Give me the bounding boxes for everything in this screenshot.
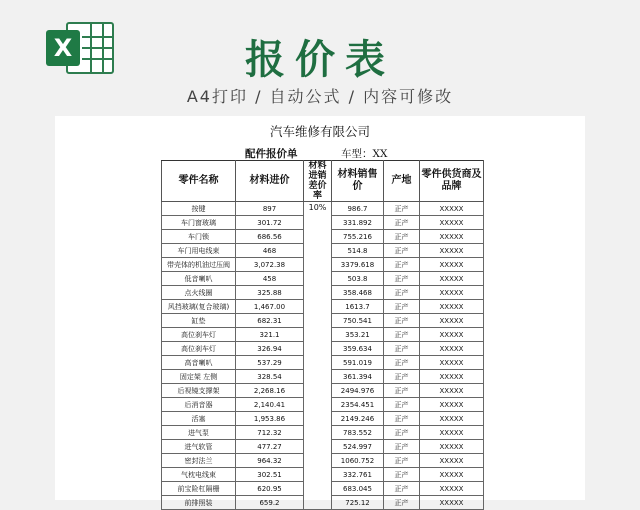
cell-supplier: XXXXX <box>420 496 484 510</box>
cell-supplier: XXXXX <box>420 286 484 300</box>
cell-part-name: 活塞 <box>162 412 236 426</box>
cell-supplier: XXXXX <box>420 244 484 258</box>
cell-part-name: 高位刹车灯 <box>162 342 236 356</box>
column-header: 材料进价 <box>236 161 304 202</box>
cell-price: 503.8 <box>332 272 384 286</box>
cell-supplier: XXXXX <box>420 482 484 496</box>
cell-price: 514.8 <box>332 244 384 258</box>
cell-price: 358.468 <box>332 286 384 300</box>
cell-cost: 3,072.38 <box>236 258 304 272</box>
cell-supplier: XXXXX <box>420 272 484 286</box>
cell-supplier: XXXXX <box>420 300 484 314</box>
cell-cost: 321.1 <box>236 328 304 342</box>
cell-origin: 正产 <box>384 286 420 300</box>
cell-cost: 682.31 <box>236 314 304 328</box>
cell-origin: 正产 <box>384 412 420 426</box>
banner <box>0 0 640 115</box>
cell-part-name: 带壳体的机油过压阀 <box>162 258 236 272</box>
cell-supplier: XXXXX <box>420 454 484 468</box>
page-title: 报价表 <box>245 36 395 83</box>
cell-supplier: XXXXX <box>420 384 484 398</box>
cell-part-name: 风挡玻璃(复合玻璃) <box>162 300 236 314</box>
cell-price: 2354.451 <box>332 398 384 412</box>
cell-price: 755.216 <box>332 230 384 244</box>
cell-price: 1613.7 <box>332 300 384 314</box>
cell-supplier: XXXXX <box>420 328 484 342</box>
cell-price: 591.019 <box>332 356 384 370</box>
cell-cost: 964.32 <box>236 454 304 468</box>
cell-supplier: XXXXX <box>420 426 484 440</box>
cell-part-name: 密封法兰 <box>162 454 236 468</box>
cell-origin: 正产 <box>384 342 420 356</box>
cell-part-name: 进气软管 <box>162 440 236 454</box>
cell-supplier: XXXXX <box>420 314 484 328</box>
page-subtitle: A4打印 / 自动公式 / 内容可修改 <box>186 87 454 106</box>
cell-cost: 1,467.00 <box>236 300 304 314</box>
cell-origin: 正产 <box>384 328 420 342</box>
cell-cost: 1,953.86 <box>236 412 304 426</box>
cell-price: 783.552 <box>332 426 384 440</box>
cell-part-name: 前宝险杠隔栅 <box>162 482 236 496</box>
cell-origin: 正产 <box>384 496 420 510</box>
cell-cost: 620.95 <box>236 482 304 496</box>
cell-part-name: 车门窗玻璃 <box>162 216 236 230</box>
cell-part-name: 点火线圈 <box>162 286 236 300</box>
cell-supplier: XXXXX <box>420 356 484 370</box>
cell-part-name: 车门用电线束 <box>162 244 236 258</box>
cell-part-name: 低音喇叭 <box>162 272 236 286</box>
cell-part-name: 后消音器 <box>162 398 236 412</box>
cell-price: 359.634 <box>332 342 384 356</box>
column-header: 零件供货商及品牌 <box>420 161 484 202</box>
cell-origin: 正产 <box>384 230 420 244</box>
column-header: 零件名称 <box>162 161 236 202</box>
cell-cost: 2,268.16 <box>236 384 304 398</box>
cell-price: 2494.976 <box>332 384 384 398</box>
cell-price: 2149.246 <box>332 412 384 426</box>
cell-origin: 正产 <box>384 384 420 398</box>
cell-price: 725.12 <box>332 496 384 510</box>
cell-part-name: 缸垫 <box>162 314 236 328</box>
cell-origin: 正产 <box>384 244 420 258</box>
cell-cost: 686.56 <box>236 230 304 244</box>
cell-part-name: 后视镜支撑架 <box>162 384 236 398</box>
cell-part-name: 按键 <box>162 202 236 216</box>
cell-origin: 正产 <box>384 482 420 496</box>
cell-cost: 897 <box>236 202 304 216</box>
cell-part-name: 前排照装 <box>162 496 236 510</box>
cell-origin: 正产 <box>384 314 420 328</box>
cell-supplier: XXXXX <box>420 202 484 216</box>
cell-origin: 正产 <box>384 426 420 440</box>
cell-price: 683.045 <box>332 482 384 496</box>
cell-supplier: XXXXX <box>420 398 484 412</box>
cell-origin: 正产 <box>384 370 420 384</box>
cell-price: 331.892 <box>332 216 384 230</box>
cell-supplier: XXXXX <box>420 216 484 230</box>
cell-cost: 325.88 <box>236 286 304 300</box>
column-header: 材料销售价 <box>332 161 384 202</box>
cell-supplier: XXXXX <box>420 258 484 272</box>
cell-cost: 2,140.41 <box>236 398 304 412</box>
cell-cost: 302.51 <box>236 468 304 482</box>
cell-origin: 正产 <box>384 272 420 286</box>
cell-origin: 正产 <box>384 356 420 370</box>
cell-cost: 301.72 <box>236 216 304 230</box>
cell-cost: 458 <box>236 272 304 286</box>
cell-part-name: 车门锁 <box>162 230 236 244</box>
cell-cost: 659.2 <box>236 496 304 510</box>
cell-markup-rate: 10% <box>304 202 332 510</box>
cell-price: 524.997 <box>332 440 384 454</box>
cell-supplier: XXXXX <box>420 370 484 384</box>
cell-cost: 468 <box>236 244 304 258</box>
cell-part-name: 高位刹车灯 <box>162 328 236 342</box>
cell-price: 750.541 <box>332 314 384 328</box>
cell-supplier: XXXXX <box>420 468 484 482</box>
car-model: 车型：XX <box>341 148 388 160</box>
cell-origin: 正产 <box>384 454 420 468</box>
cell-cost: 712.32 <box>236 426 304 440</box>
cell-origin: 正产 <box>384 216 420 230</box>
cell-origin: 正产 <box>384 468 420 482</box>
cell-origin: 正产 <box>384 440 420 454</box>
company-name: 汽车维修有限公司 <box>269 124 370 139</box>
cell-part-name: 固定架 左侧 <box>162 370 236 384</box>
cell-supplier: XXXXX <box>420 412 484 426</box>
cell-origin: 正产 <box>384 202 420 216</box>
column-header: 材料进销差价率 <box>304 161 332 202</box>
cell-supplier: XXXXX <box>420 230 484 244</box>
cell-part-name: 气枕电线束 <box>162 468 236 482</box>
cell-price: 353.21 <box>332 328 384 342</box>
cell-origin: 正产 <box>384 258 420 272</box>
cell-origin: 正产 <box>384 398 420 412</box>
cell-cost: 326.94 <box>236 342 304 356</box>
document-page <box>55 116 585 507</box>
cell-cost: 328.54 <box>236 370 304 384</box>
cell-cost: 537.29 <box>236 356 304 370</box>
table-row <box>162 202 484 216</box>
cell-origin: 正产 <box>384 300 420 314</box>
cell-price: 361.394 <box>332 370 384 384</box>
cell-part-name: 高音喇叭 <box>162 356 236 370</box>
cell-cost: 477.27 <box>236 440 304 454</box>
cell-price: 332.761 <box>332 468 384 482</box>
cell-supplier: XXXXX <box>420 342 484 356</box>
excel-logo-icon: X <box>46 22 114 74</box>
form-name: 配件报价单 <box>245 148 298 160</box>
quote-table <box>161 160 484 510</box>
cell-price: 1060.752 <box>332 454 384 468</box>
table-header <box>162 161 484 202</box>
cell-price: 3379.618 <box>332 258 384 272</box>
cell-price: 986.7 <box>332 202 384 216</box>
cell-supplier: XXXXX <box>420 440 484 454</box>
cell-part-name: 进气泵 <box>162 426 236 440</box>
column-header: 产地 <box>384 161 420 202</box>
